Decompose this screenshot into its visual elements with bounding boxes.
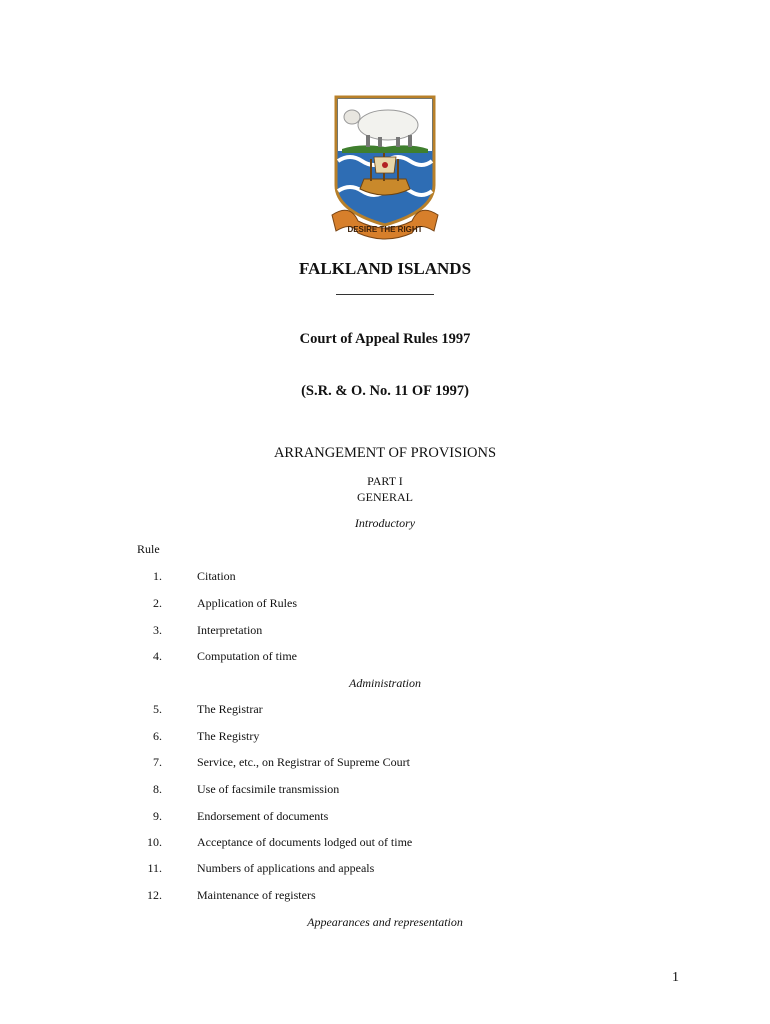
list-item: [0, 569, 770, 587]
page-number: 1: [672, 970, 679, 985]
list-item: [0, 835, 770, 853]
rule-title: Interpretation: [197, 623, 263, 637]
rule-title: Maintenance of registers: [197, 888, 316, 902]
rule-title: The Registrar: [197, 702, 263, 716]
rule-number: 5.: [153, 702, 162, 716]
list-item: [0, 623, 770, 641]
section-heading: Administration: [348, 676, 421, 690]
rule-number: 7.: [153, 755, 162, 769]
rule-number: 4.: [153, 649, 162, 663]
rule-number: 10.: [147, 835, 162, 849]
rule-title: Acceptance of documents lodged out of time: [197, 835, 413, 849]
list-item: [0, 861, 770, 879]
falkland-coat-of-arms-icon: [330, 93, 440, 243]
rule-title: Computation of time: [197, 649, 297, 663]
rule-title: Endorsement of documents: [197, 809, 329, 823]
list-item: [0, 702, 770, 720]
document-subtitle: Court of Appeal Rules 1997: [299, 331, 471, 347]
part-title: GENERAL: [357, 490, 413, 504]
rule-number: 9.: [153, 809, 162, 823]
rule-number: 8.: [153, 782, 162, 796]
part-number: PART I: [367, 474, 403, 488]
arrangement-heading: ARRANGEMENT OF PROVISIONS: [273, 445, 497, 461]
crest-motto: DESIRE THE RIGHT: [347, 225, 423, 234]
list-item: [0, 649, 770, 667]
rule-number: 3.: [153, 623, 162, 637]
list-item: [0, 755, 770, 773]
section-heading: Appearances and representation: [307, 915, 463, 929]
rule-column-label: Rule: [137, 542, 160, 556]
list-item: [0, 782, 770, 800]
rule-number: 12.: [147, 888, 162, 902]
section-heading: Introductory: [354, 516, 416, 530]
list-item: [0, 596, 770, 614]
rule-title: Service, etc., on Registrar of Supreme Court: [197, 755, 410, 769]
list-item: [0, 729, 770, 747]
list-item: [0, 809, 770, 827]
title-underline: [336, 294, 434, 295]
document-title: FALKLAND ISLANDS: [298, 259, 472, 278]
rule-title: Application of Rules: [197, 596, 297, 610]
list-item: [0, 888, 770, 906]
rule-number: 1.: [153, 569, 162, 583]
instrument-number: (S.R. & O. No. 11 OF 1997): [301, 383, 469, 399]
rule-number: 2.: [153, 596, 162, 610]
rule-number: 11.: [147, 861, 162, 875]
rule-title: Citation: [197, 569, 236, 583]
rule-number: 6.: [153, 729, 162, 743]
rule-title: The Registry: [197, 729, 260, 743]
rule-title: Use of facsimile transmission: [197, 782, 340, 796]
part-heading: [0, 473, 770, 505]
rule-title: Numbers of applications and appeals: [197, 861, 375, 875]
